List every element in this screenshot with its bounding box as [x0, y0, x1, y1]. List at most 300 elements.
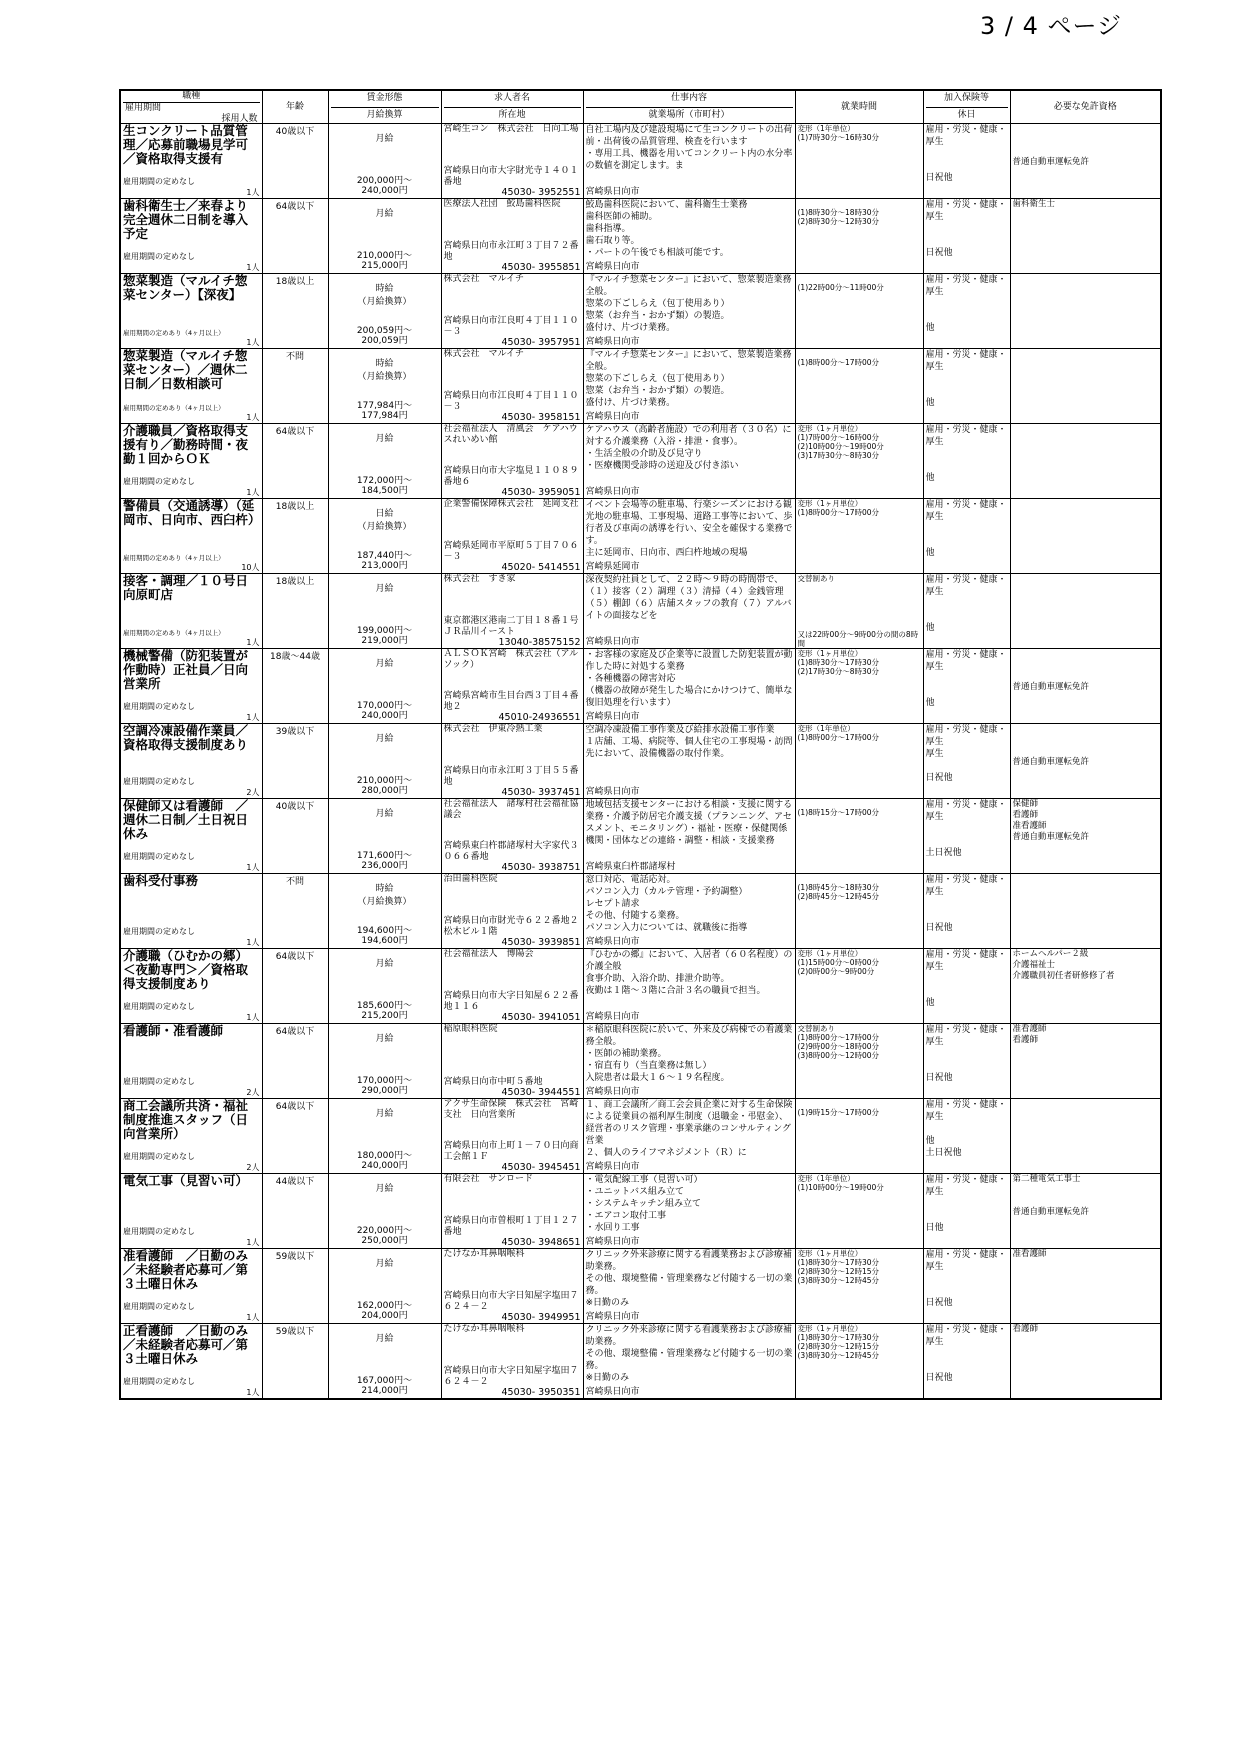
required-license — [1010, 874, 1161, 949]
holidays: 日他 — [925, 1223, 944, 1233]
wage-cell — [328, 574, 441, 649]
wage-cell — [328, 349, 441, 424]
job-title-cell — [120, 574, 262, 649]
job-title: 警備員（交通誘導）（延岡市、日向市、西臼杵） — [123, 498, 261, 527]
work-location: 宮崎県日向市 — [585, 712, 640, 722]
job-title-cell — [120, 1024, 262, 1099]
required-license — [1010, 349, 1161, 424]
wage-type: 月給 — [375, 134, 394, 144]
working-hours: 交替制あり (1)8時00分～17時00分 (2)9時00分～18時00分 (3)8時00分～12時00分 — [797, 1024, 880, 1060]
employment-period: 雇用期間の定めあり（4ヶ月以上） — [123, 554, 225, 562]
employer-cell — [441, 1099, 583, 1174]
age-requirement: 59歳以下 — [262, 1249, 328, 1324]
working-hours-cell — [795, 724, 923, 799]
working-hours-cell — [795, 799, 923, 874]
job-description-cell — [583, 799, 795, 874]
table-row — [120, 874, 1161, 949]
working-hours: (1)8時45分～18時30分 (2)8時45分～12時45分 — [797, 883, 880, 901]
wage-type: 月給 — [375, 1109, 394, 1119]
age-requirement: 64歳以下 — [262, 1024, 328, 1099]
employer-cell — [441, 1174, 583, 1249]
job-description: 窓口対応、電話応対。 パソコン入力（カルテ管理・予約調整） レセプト請求 その他、付随する業務。 パソコン入力については、就職後に指導 — [585, 875, 748, 933]
employer-address: 宮崎県日向市大字塩見１１０８９番地６ — [443, 466, 579, 487]
employment-period: 雇用期間の定めなし — [123, 1227, 195, 1236]
job-description: クリニック外来診療に関する看護業務および診療補助業務。 その他、環境整備・管理業務など付随する一切の業務。 ※日勤のみ — [585, 1325, 793, 1383]
insurance-cell — [923, 1024, 1010, 1099]
age-requirement: 18歳以上 — [262, 574, 328, 649]
wage-cell — [328, 499, 441, 574]
employer-cell — [441, 1324, 583, 1399]
required-license: 准看護師 — [1010, 1249, 1161, 1324]
hire-count: 1人 — [246, 1387, 260, 1397]
job-title: 正看護師 ／日勤のみ／未経験者応募可／第３土曜日休み — [123, 1323, 249, 1366]
job-description-cell — [583, 1174, 795, 1249]
job-title: 空調冷凍設備作業員／資格取得支援制度あり — [123, 723, 249, 752]
job-description: 自社工場内及び建設現場にて生コンクリートの出荷前・出荷後の品質管理、検査を行います ・専用工具、機器を用いてコンクリート内の水分率の数値を測定します。ま — [585, 125, 793, 171]
work-location: 宮崎県日向市 — [585, 1162, 640, 1172]
wage-amount: 200,000円～ 240,000円 — [356, 176, 413, 196]
wage-amount: 199,000円～ 219,000円 — [356, 626, 413, 646]
required-license: 准看護師 看護師 — [1010, 1024, 1161, 1099]
listing-number: 45030- 3949951 — [501, 1312, 581, 1323]
insurance-cell — [923, 499, 1010, 574]
insurance: 雇用・労災・健康・厚生 — [925, 875, 1007, 897]
work-location: 宮崎県日向市 — [585, 262, 640, 272]
holidays: 日祝他 — [925, 1372, 953, 1383]
working-hours: (1)8時00分～17時00分 — [797, 358, 880, 367]
employer-name: 株式会社 マルイチ — [443, 274, 525, 284]
age-requirement: 40歳以下 — [262, 799, 328, 874]
job-listing-table — [119, 89, 1162, 1400]
working-hours: (1)8時15分～17時00分 — [797, 808, 880, 817]
job-title: 歯科衛生士／来春より完全週休二日制を導入予定 — [123, 198, 249, 241]
job-title: 看護師・准看護師 — [123, 1023, 224, 1038]
required-license: 普通自動車運転免許 — [1010, 724, 1161, 799]
listing-number: 45030- 3952551 — [501, 187, 581, 198]
wage-cell — [328, 199, 441, 274]
wage-type: 日給 （月給換算） — [357, 509, 412, 532]
insurance: 雇用・労災・健康・厚生 — [925, 425, 1007, 447]
insurance: 雇用・労災・健康・厚生 — [925, 1175, 1007, 1197]
table-header-row — [120, 90, 1161, 124]
wage-cell — [328, 1324, 441, 1399]
job-description-cell — [583, 1099, 795, 1174]
working-hours: 変形（1年単位） (1)7時30分～16時30分 — [797, 124, 880, 142]
job-title: 保健師又は看護師 ／週休二日制／土日祝日休み — [123, 798, 249, 841]
job-description-cell — [583, 499, 795, 574]
job-description: ・電気配線工事（見習い可） ・ユニットバス組み立て ・システムキッチン組み立て ・エアコン取付工事 ・水回り工事 — [585, 1175, 703, 1233]
insurance: 雇用・労災・健康・厚生 — [925, 1250, 1007, 1272]
listing-number: 45010-24936551 — [498, 712, 581, 723]
listing-number: 45030- 3938751 — [501, 862, 581, 873]
wage-cell — [328, 874, 441, 949]
wage-amount: 167,000円～ 214,000円 — [356, 1375, 413, 1396]
employment-period: 雇用期間の定めあり（4ヶ月以上） — [123, 629, 225, 637]
work-location: 宮崎県日向市 — [585, 1237, 640, 1247]
table-row — [120, 199, 1161, 274]
working-hours-cell — [795, 1324, 923, 1399]
required-license — [1010, 499, 1161, 574]
insurance-cell — [923, 1324, 1010, 1399]
wage-type: 月給 — [375, 734, 394, 744]
wage-amount: 170,000円～ 290,000円 — [356, 1076, 413, 1096]
employer-cell — [441, 499, 583, 574]
employer-address: 宮崎県日向市上町１－７０日向商工会館１Ｆ — [443, 1141, 579, 1162]
header-insurance: 加入保険等 休日 — [923, 90, 1010, 124]
age-requirement: 64歳以下 — [262, 1099, 328, 1174]
hire-count: 1人 — [246, 1238, 260, 1247]
hire-count: 1人 — [246, 338, 260, 347]
header-hours: 就業時間 — [795, 90, 923, 124]
job-description-cell — [583, 424, 795, 499]
job-description: 地域包括支援センターにおける相談・支援に関する業務・介護予防居宅介護支援（プランニング、アセスメント、モニタリング）・福祉・医療・保健関係機関・団体などの連絡・調整・相談・支援業務 — [585, 800, 793, 846]
employment-period: 雇用期間の定めなし — [123, 852, 195, 861]
holidays: 他 — [925, 473, 935, 483]
insurance: 雇用・労災・健康・厚生 — [925, 800, 1007, 822]
holidays: 日祝他 — [925, 923, 953, 933]
working-hours: 変形（1ヶ月単位） (1)8時30分～17時30分 (2)8時30分～12時15分 (3)8時30分～12時45分 — [797, 1324, 880, 1360]
wage-amount: 177,984円～ 177,984円 — [356, 401, 413, 421]
job-title-cell — [120, 724, 262, 799]
job-description-cell — [583, 1024, 795, 1099]
hire-count: 1人 — [246, 188, 260, 197]
employer-cell — [441, 949, 583, 1024]
listing-number: 45030- 3939851 — [501, 937, 581, 948]
working-hours: 変形（1ヶ月単位） (1)7時00分～16時00分 (2)10時00分～19時00分 (3)17時30分～8時30分 — [797, 424, 884, 460]
job-title: 准看護師 ／日勤のみ／未経験者応募可／第３土曜日休み — [123, 1248, 249, 1291]
listing-number: 45030- 3957951 — [501, 337, 581, 348]
working-hours: 変形（1年単位） (1)10時00分～19時00分 — [797, 1174, 884, 1192]
working-hours: 変形（1ヶ月単位） (1)8時00分～17時00分 — [797, 499, 880, 517]
hire-count: 1人 — [246, 263, 260, 272]
age-requirement: 44歳以下 — [262, 1174, 328, 1249]
working-hours-cell — [795, 124, 923, 199]
job-title-cell — [120, 1249, 262, 1324]
wage-type: 時給 （月給換算） — [357, 359, 412, 382]
job-title-cell — [120, 124, 262, 199]
required-license: 第二種電気工事士 普通自動車運転免許 — [1010, 1174, 1161, 1249]
working-hours-cell — [795, 499, 923, 574]
employment-period: 雇用期間の定めあり（4ヶ月以上） — [123, 404, 225, 412]
wage-amount: 171,600円～ 236,000円 — [356, 851, 413, 871]
employment-period: 雇用期間の定めなし — [123, 702, 195, 711]
insurance: 雇用・労災・健康・厚生 — [925, 575, 1007, 597]
holidays: 他 — [925, 323, 935, 333]
job-title-cell — [120, 799, 262, 874]
wage-cell — [328, 724, 441, 799]
insurance-cell — [923, 124, 1010, 199]
employer-cell — [441, 1024, 583, 1099]
required-license: 保健師 看護師 准看護師 普通自動車運転免許 — [1010, 799, 1161, 874]
holidays: 土日祝他 — [925, 848, 962, 858]
header-job: 仕事内容 就業場所（市町村） — [583, 90, 795, 124]
age-requirement: 不問 — [262, 349, 328, 424]
working-hours: 変形（1ヶ月単位） (1)8時30分～17時30分 (2)8時30分～12時15分 (3)8時30分～12時45分 — [797, 1249, 880, 1285]
hire-count: 2人 — [246, 788, 260, 797]
required-license — [1010, 424, 1161, 499]
employer-address: 宮崎県日向市大字財光寺１４０１番地 — [443, 166, 579, 187]
working-hours-note: 又は22時00分～9時00分の間の8時間 — [797, 630, 919, 648]
employer-address: 宮崎県宮崎市生目台西３丁目４番地２ — [443, 691, 579, 712]
insurance: 雇用・労災・健康・厚生 — [925, 200, 1007, 222]
wage-cell — [328, 1099, 441, 1174]
wage-cell — [328, 124, 441, 199]
employment-period: 雇用期間の定めなし — [123, 177, 195, 186]
table-row — [120, 424, 1161, 499]
hire-count: 1人 — [246, 488, 260, 497]
employer-address: 宮崎県日向市永江町３丁目５５番地 — [443, 766, 579, 787]
employer-cell — [441, 799, 583, 874]
job-description: ＊稲原眼科医院に於いて、外来及び病棟での看護業務全般。 ・医師の補助業務。 ・宿直有り（当直業務は無し） 入院患者は最大１６～１９名程度。 — [585, 1025, 793, 1083]
wage-amount: 185,600円～ 215,200円 — [356, 1001, 413, 1021]
holidays: 日祝他 — [925, 773, 953, 783]
insurance-cell — [923, 1099, 1010, 1174]
wage-amount: 194,600円～ 194,600円 — [356, 926, 413, 946]
wage-amount: 200,059円～ 200,059円 — [356, 326, 413, 346]
employer-name: 社会福祉法人 諸塚村社会福祉協議会 — [443, 799, 579, 820]
work-location: 宮崎県日向市 — [585, 187, 640, 197]
work-location: 宮崎県東臼杵郡諸塚村 — [585, 862, 676, 872]
employer-name: 社会福祉法人 博陽会 — [443, 949, 534, 959]
job-title-cell — [120, 349, 262, 424]
wage-cell — [328, 949, 441, 1024]
table-row — [120, 1324, 1161, 1399]
insurance: 雇用・労災・健康・厚生 — [925, 950, 1007, 972]
wage-amount: 172,000円～ 184,500円 — [356, 476, 413, 496]
listing-number: 45030- 3948651 — [501, 1237, 581, 1248]
work-location: 宮崎県日向市 — [585, 787, 640, 797]
holidays: 日祝他 — [925, 248, 953, 258]
job-title: 介護職員／資格取得支援有り／勤務時間・夜勤１回からＯＫ — [123, 423, 249, 466]
required-license: 普通自動車運転免許 — [1010, 124, 1161, 199]
employer-cell — [441, 274, 583, 349]
job-description: ・お客様の家庭及び企業等に設置した防犯装置が動作した時に対処する業務 ・各種機器の障害対応 （機器の故障が発生した場合にかけつけて、簡単な復旧処理を行います） — [585, 650, 793, 708]
employer-name: 株式会社 すき家 — [443, 574, 516, 584]
employer-address: 東京都港区港南二丁目１８番１号 ＪＲ品川イースト — [443, 616, 588, 637]
wage-cell — [328, 424, 441, 499]
job-title-cell — [120, 1099, 262, 1174]
employment-period: 雇用期間の定めなし — [123, 252, 195, 261]
wage-type: 月給 — [375, 1034, 394, 1044]
job-description: 『マルイチ惣菜センター』において、惣菜製造業務全般。 惣菜の下ごしらえ（包丁使用あり） 惣菜（お弁当・おかず類）の製造。 盛付け、片づけ業務。 — [585, 350, 792, 408]
required-license: 看護師 — [1010, 1324, 1161, 1399]
age-requirement: 18歳以上 — [262, 499, 328, 574]
holidays: 日祝他 — [925, 1298, 953, 1308]
employer-cell — [441, 874, 588, 949]
table-row — [120, 1174, 1161, 1249]
insurance: 雇用・労災・健康・厚生 — [925, 500, 1007, 522]
job-description-cell — [583, 1324, 795, 1399]
job-description-cell — [583, 349, 795, 424]
job-title-cell — [120, 649, 262, 724]
work-location: 宮崎県日向市 — [585, 1386, 640, 1397]
job-title: 機械警備（防犯装置が作動時）正社員／日向営業所 — [123, 648, 249, 691]
wage-type: 時給 （月給換算） — [357, 284, 412, 307]
table-row — [120, 799, 1161, 874]
holidays: 他 — [925, 623, 935, 633]
job-description: 深夜契約社員として、２２時～９時の時間帯で、 （１）接客（２）調理（３）清掃（４）金銭管理（５）棚卸（６）店舗スタッフの教育（７）アルバイトの面接などを — [585, 575, 792, 621]
working-hours-cell — [795, 1024, 923, 1099]
wage-cell — [328, 799, 441, 874]
wage-amount: 210,000円～ 215,000円 — [356, 251, 413, 271]
required-license: 普通自動車運転免許 — [1010, 649, 1161, 724]
job-title-cell — [120, 424, 262, 499]
wage-cell — [328, 649, 441, 724]
working-hours-cell — [795, 574, 923, 649]
work-location: 宮崎県日向市 — [585, 412, 640, 422]
employer-name: 稲原眼科医院 — [443, 1024, 498, 1034]
hire-count: 1人 — [246, 1013, 260, 1022]
required-license — [1010, 1099, 1161, 1174]
required-license: ホームヘルパー２級 介護福祉士 介護職員初任者研修修了者 — [1010, 949, 1161, 1024]
employer-name: 有限会社 サンロード — [443, 1174, 534, 1184]
hire-count: 1人 — [246, 863, 260, 872]
working-hours: (1)9時15分～17時00分 — [797, 1108, 880, 1117]
working-hours-cell — [795, 874, 923, 949]
wage-type: 月給 — [375, 809, 394, 819]
table-row — [120, 1024, 1161, 1099]
job-title: 電気工事（見習い可） — [123, 1173, 249, 1188]
work-location: 宮崎県日向市 — [585, 487, 640, 497]
insurance-cell — [923, 574, 1010, 649]
job-title: 惣菜製造（マルイチ惣菜センター）【深夜】 — [123, 273, 248, 302]
working-hours: 変形（1ヶ月単位） (1)15時00分～0時00分 (2)0時00分～9時00分 — [797, 949, 880, 976]
required-license — [1010, 574, 1161, 649]
wage-cell — [328, 274, 441, 349]
header-job-title: 職種 雇用期間 採用人数 — [120, 90, 262, 124]
required-license — [1010, 274, 1161, 349]
age-requirement: 40歳以下 — [262, 124, 328, 199]
employment-period: 雇用期間の定めなし — [123, 477, 195, 486]
age-requirement: 64歳以下 — [262, 199, 328, 274]
employer-name: 株式会社 マルイチ — [443, 349, 525, 359]
table-row — [120, 574, 1161, 649]
job-title: 介護職（ひむかの郷）＜夜勤専門＞／資格取得支援制度あり — [123, 948, 249, 991]
wage-type: 月給 — [375, 1259, 394, 1269]
work-location: 宮崎県延岡市 — [585, 562, 640, 572]
wage-amount: 180,000円～ 240,000円 — [356, 1151, 413, 1171]
insurance: 雇用・労災・健康・厚生 厚生 — [925, 725, 1007, 759]
insurance: 雇用・労災・健康・厚生 — [925, 1025, 1007, 1047]
working-hours-cell — [795, 349, 923, 424]
job-title: 商工会議所共済・福祉制度推進スタッフ（日向営業所） — [123, 1098, 249, 1141]
insurance: 雇用・労災・健康・厚生 — [925, 275, 1007, 297]
table-row — [120, 124, 1161, 199]
insurance: 雇用・労災・健康・厚生 — [925, 1100, 1007, 1122]
insurance-cell — [923, 1249, 1010, 1324]
employer-cell — [441, 349, 583, 424]
job-description-cell — [583, 574, 795, 649]
employer-name: 社会福祉法人 清風会 ケアハウスれいめい館 — [443, 424, 578, 445]
table-row — [120, 649, 1161, 724]
work-location: 宮崎県日向市 — [585, 1012, 640, 1022]
table-row — [120, 724, 1161, 799]
age-requirement: 18歳以上 — [262, 274, 328, 349]
employment-period: 雇用期間の定めなし — [123, 1302, 195, 1311]
working-hours-cell — [795, 949, 923, 1024]
hire-count: 1人 — [246, 713, 260, 722]
job-description: 『ひむかの郷』において、入居者（６０名程度）の介護全般 食事介助、入浴介助、排泄介助等。 夜勤は１階～３階に合計３名の職員で担当。 — [585, 950, 793, 996]
insurance: 雇用・労災・健康・厚生 — [925, 125, 1007, 147]
holidays: 日祝他 — [925, 173, 953, 183]
employer-name: 医療法人社団 鮫島歯科医院 — [443, 199, 561, 209]
job-description: クリニック外来診療に関する看護業務および診療補助業務。 その他、環境整備・管理業務など付随する一切の業務。 ※日勤のみ — [585, 1250, 793, 1308]
table-row — [120, 1249, 1161, 1324]
wage-type: 月給 — [375, 659, 394, 669]
employment-period: 雇用期間の定めなし — [123, 1002, 195, 1011]
holidays: 他 土日祝他 — [925, 1136, 962, 1158]
wage-type: 月給 — [375, 434, 394, 444]
employer-address: 宮崎県延岡市平原町５丁目７０６－３ — [443, 541, 579, 562]
insurance: 雇用・労災・健康・厚生 — [925, 650, 1007, 672]
working-hours: 変形（1ヶ月単位） (1)8時30分～17時30分 (2)17時30分～8時30分 — [797, 649, 880, 676]
employment-period: 雇用期間の定めなし — [123, 1376, 195, 1386]
header-age: 年齢 — [262, 90, 328, 124]
working-hours-cell — [795, 274, 923, 349]
employer-cell — [441, 574, 588, 649]
job-title: 歯科受付事務 — [123, 873, 199, 888]
job-description-cell — [583, 199, 795, 274]
employer-name: 宮崎生コン 株式会社 日向工場 — [443, 124, 579, 134]
employer-cell — [441, 124, 583, 199]
insurance-cell — [923, 349, 1010, 424]
insurance-cell — [923, 724, 1010, 799]
listing-number: 45030- 3937451 — [501, 787, 581, 798]
insurance: 雇用・労災・健康・厚生 — [925, 1325, 1007, 1347]
wage-amount: 210,000円～ 280,000円 — [356, 776, 413, 796]
job-description-cell — [583, 949, 795, 1024]
hire-count: 1人 — [246, 938, 260, 947]
job-title-cell — [120, 274, 262, 349]
employer-address: 宮崎県日向市大字日知屋字塩田７６２４－２ — [443, 1365, 579, 1387]
employer-address: 宮崎県日向市曽根町１丁目１２７番地 — [443, 1216, 579, 1237]
employment-period: 雇用期間の定めなし — [123, 1077, 195, 1086]
job-description: イベント会場等の駐車場、行楽シーズンにおける観光地の駐車場、工事現場、道路工事等において、歩行者及び車両の誘導を行い、安全を確保する業務です。 主に延岡市、日向市、西臼杵地域の現場 — [585, 500, 793, 558]
listing-number: 45020- 5414551 — [501, 562, 581, 573]
job-description-cell — [583, 1249, 795, 1324]
page-number: 3 / 4 ページ — [979, 12, 1122, 40]
employer-name: 企業警備保障株式会社 延岡支社 — [443, 499, 579, 509]
employer-cell — [441, 424, 583, 499]
job-description-cell — [583, 649, 795, 724]
insurance-cell — [923, 949, 1010, 1024]
work-location: 宮崎県日向市 — [585, 1312, 640, 1322]
job-title: 生コンクリート品質管理／応募前職場見学可／資格取得支援有 — [123, 123, 249, 166]
insurance: 雇用・労災・健康・厚生 — [925, 350, 1007, 372]
holidays: 他 — [925, 698, 935, 708]
working-hours: (1)22時00分～11時00分 — [797, 283, 884, 292]
work-location: 宮崎県日向市 — [585, 637, 640, 647]
insurance-cell — [923, 424, 1010, 499]
wage-cell — [328, 1174, 441, 1249]
wage-type: 月給 — [375, 1334, 394, 1344]
age-requirement: 不問 — [262, 874, 328, 949]
wage-type: 月給 — [375, 584, 394, 594]
hire-count: 1人 — [246, 1313, 260, 1322]
job-description: １、商工会議所／商工会会員企業に対する生命保険による従業員の福利厚生制度（退職金・弔慰金）、経営者のリスク管理・事業承継のコンサルティング営業 ２、個人のライフマネジメント（Ｒ）に — [585, 1100, 793, 1158]
job-description-cell — [583, 124, 795, 199]
header-license: 必要な免許資格 — [1010, 90, 1161, 124]
wage-type: 時給 （月給換算） — [357, 884, 412, 907]
employer-cell — [441, 1249, 583, 1324]
job-title-cell — [120, 499, 262, 574]
holidays: 他 — [925, 398, 935, 408]
insurance-cell — [923, 199, 1010, 274]
employer-address: 宮崎県日向市中町５番地 — [443, 1077, 543, 1087]
holidays: 日祝他 — [925, 1073, 953, 1083]
employment-period: 雇用期間の定めなし — [123, 777, 195, 786]
employer-address: 宮崎県日向市永江町３丁目７２番地 — [443, 241, 579, 262]
